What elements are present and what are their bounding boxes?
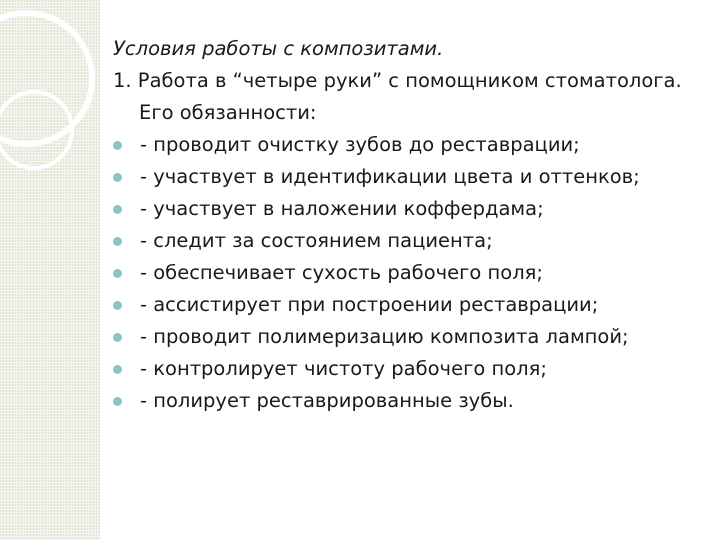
list-item <box>113 289 713 321</box>
decorative-side-band <box>0 0 100 540</box>
list-item <box>113 193 713 225</box>
list-item <box>113 129 713 161</box>
bullet-icon <box>113 301 122 310</box>
bullet-icon <box>113 205 122 214</box>
list-item-text: - обеспечивает сухость рабочего поля; <box>140 261 543 284</box>
bullet-icon <box>113 269 122 278</box>
list-item-text: - следит за состоянием пациента; <box>140 229 493 252</box>
numbered-point-1: 1. Работа в “четыре руки” с помощником стоматолога. Его обязанности: <box>113 69 682 124</box>
list-item-text: - участвует в наложении коффердама; <box>140 197 544 220</box>
bullet-icon <box>113 237 122 246</box>
list-item <box>113 321 713 353</box>
bullet-icon <box>113 397 122 406</box>
list-item-text: - проводит полимеризацию композита лампой; <box>140 325 629 348</box>
list-item-text: - контролирует чистоту рабочего поля; <box>140 357 547 380</box>
list-item-text: - ассистирует при построении реставрации; <box>140 293 599 316</box>
list-item-text: - проводит очистку зубов до реставрации; <box>140 133 580 156</box>
list-item-text: - участвует в идентификации цвета и оттенков; <box>140 165 640 188</box>
bullet-icon <box>113 333 122 342</box>
list-item <box>113 225 713 257</box>
list-item <box>113 257 713 289</box>
duties-list <box>113 129 713 417</box>
list-item <box>113 161 713 193</box>
bullet-icon <box>113 173 122 182</box>
list-item <box>113 385 713 417</box>
list-item <box>113 353 713 385</box>
bullet-icon <box>113 141 122 150</box>
bullet-icon <box>113 365 122 374</box>
decorative-circle-small <box>0 90 74 170</box>
slide-content <box>113 33 713 417</box>
slide-title: Условия работы с композитами. <box>113 37 444 60</box>
list-item-text: - полирует реставрированные зубы. <box>140 389 514 412</box>
